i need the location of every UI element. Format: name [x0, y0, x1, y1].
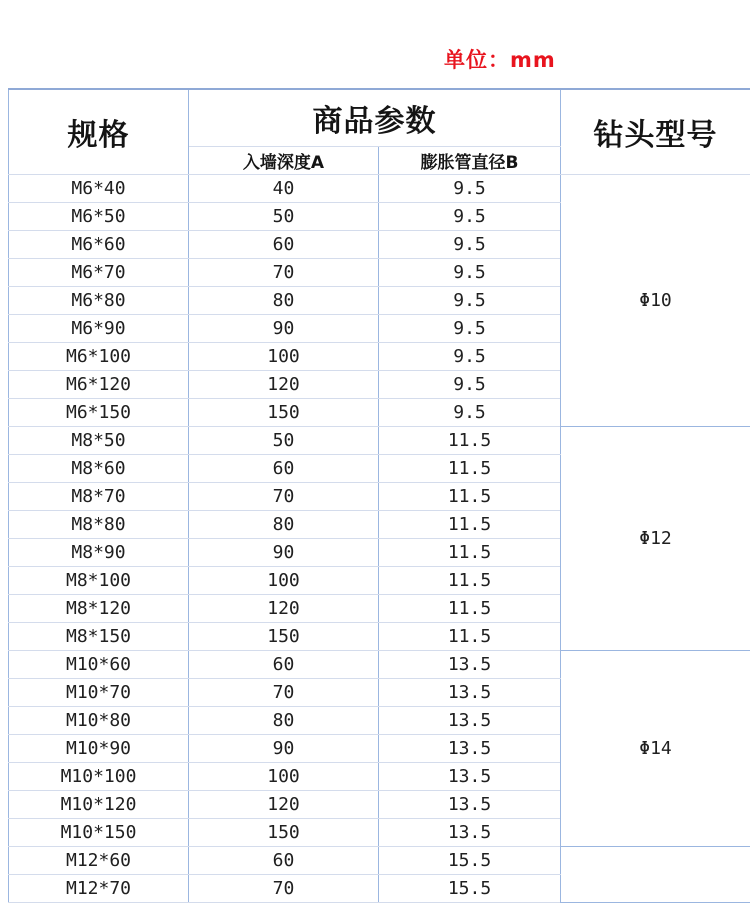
spec-table-body: [9, 89, 750, 903]
spec-cell: M10*70: [9, 679, 189, 707]
drill-size-cell: [561, 847, 750, 903]
spec-cell: M8*70: [9, 483, 189, 511]
diameter-cell: 11.5: [379, 567, 561, 595]
spec-cell: M8*120: [9, 595, 189, 623]
diameter-cell: 13.5: [379, 791, 561, 819]
header-drill: 钻头型号: [561, 89, 750, 175]
header-spec: 规格: [9, 89, 189, 175]
diameter-cell: 9.5: [379, 371, 561, 399]
depth-cell: 70: [189, 483, 379, 511]
depth-cell: 90: [189, 539, 379, 567]
diameter-cell: 11.5: [379, 455, 561, 483]
diameter-cell: 11.5: [379, 511, 561, 539]
depth-cell: 150: [189, 819, 379, 847]
diameter-cell: 9.5: [379, 175, 561, 203]
depth-cell: 100: [189, 343, 379, 371]
spec-cell: M10*80: [9, 707, 189, 735]
depth-cell: 60: [189, 455, 379, 483]
depth-cell: 150: [189, 623, 379, 651]
spec-cell: M6*90: [9, 315, 189, 343]
depth-cell: 80: [189, 707, 379, 735]
diameter-cell: 13.5: [379, 763, 561, 791]
diameter-cell: 9.5: [379, 315, 561, 343]
diameter-cell: 9.5: [379, 343, 561, 371]
diameter-cell: 13.5: [379, 679, 561, 707]
diameter-cell: 11.5: [379, 483, 561, 511]
spec-cell: M10*60: [9, 651, 189, 679]
drill-size-cell: Φ12: [561, 427, 750, 651]
depth-cell: 120: [189, 595, 379, 623]
spec-cell: M8*60: [9, 455, 189, 483]
depth-cell: 40: [189, 175, 379, 203]
spec-cell: M6*80: [9, 287, 189, 315]
depth-cell: 60: [189, 231, 379, 259]
diameter-cell: 11.5: [379, 539, 561, 567]
depth-cell: 60: [189, 651, 379, 679]
spec-cell: M12*70: [9, 875, 189, 903]
depth-cell: 70: [189, 259, 379, 287]
table-row: [9, 175, 750, 203]
depth-cell: 100: [189, 567, 379, 595]
spec-cell: M6*50: [9, 203, 189, 231]
spec-cell: M10*150: [9, 819, 189, 847]
spec-cell: M8*50: [9, 427, 189, 455]
depth-cell: 50: [189, 203, 379, 231]
diameter-cell: 15.5: [379, 875, 561, 903]
spec-cell: M8*100: [9, 567, 189, 595]
spec-cell: M6*60: [9, 231, 189, 259]
spec-cell: M6*120: [9, 371, 189, 399]
drill-size-cell: Φ10: [561, 175, 750, 427]
depth-cell: 70: [189, 679, 379, 707]
depth-cell: 80: [189, 287, 379, 315]
table-row: [9, 651, 750, 679]
depth-cell: 60: [189, 847, 379, 875]
spec-cell: M6*150: [9, 399, 189, 427]
spec-cell: M8*90: [9, 539, 189, 567]
diameter-cell: 11.5: [379, 595, 561, 623]
depth-cell: 150: [189, 399, 379, 427]
diameter-cell: 9.5: [379, 259, 561, 287]
diameter-cell: 13.5: [379, 651, 561, 679]
spec-cell: M10*90: [9, 735, 189, 763]
spec-cell: M8*150: [9, 623, 189, 651]
diameter-cell: 9.5: [379, 399, 561, 427]
spec-cell: M6*100: [9, 343, 189, 371]
depth-cell: 90: [189, 735, 379, 763]
diameter-cell: 9.5: [379, 287, 561, 315]
diameter-cell: 13.5: [379, 707, 561, 735]
table-row: [9, 847, 750, 875]
depth-cell: 70: [189, 875, 379, 903]
diameter-cell: 11.5: [379, 427, 561, 455]
spec-cell: M6*70: [9, 259, 189, 287]
depth-cell: 120: [189, 791, 379, 819]
diameter-cell: 15.5: [379, 847, 561, 875]
header-tube-diameter: 膨胀管直径B: [379, 147, 561, 175]
depth-cell: 90: [189, 315, 379, 343]
spec-cell: M10*120: [9, 791, 189, 819]
header-row-1: [9, 89, 750, 147]
depth-cell: 100: [189, 763, 379, 791]
depth-cell: 120: [189, 371, 379, 399]
spec-cell: M8*80: [9, 511, 189, 539]
diameter-cell: 11.5: [379, 623, 561, 651]
diameter-cell: 13.5: [379, 819, 561, 847]
diameter-cell: 9.5: [379, 231, 561, 259]
depth-cell: 50: [189, 427, 379, 455]
diameter-cell: 13.5: [379, 735, 561, 763]
diameter-cell: 9.5: [379, 203, 561, 231]
table-row: [9, 427, 750, 455]
spec-cell: M12*60: [9, 847, 189, 875]
unit-label: 单位：mm: [444, 48, 556, 72]
header-params-group: 商品参数: [189, 89, 561, 147]
header-depth: 入墙深度A: [189, 147, 379, 175]
spec-cell: M6*40: [9, 175, 189, 203]
depth-cell: 80: [189, 511, 379, 539]
drill-size-cell: Φ14: [561, 651, 750, 847]
spec-cell: M10*100: [9, 763, 189, 791]
spec-table: [8, 88, 750, 903]
